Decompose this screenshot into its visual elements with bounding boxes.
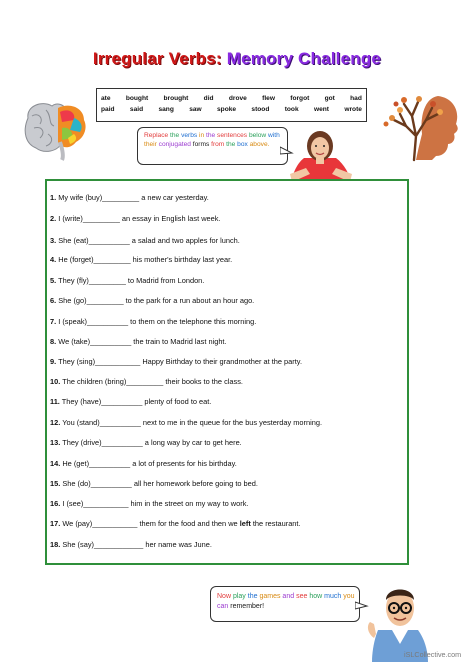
sentence-number: 6. [50, 296, 57, 305]
word: said [129, 106, 144, 113]
sentence-text: They (drive)__________ a long way by car to get here. [62, 438, 242, 447]
word-row-1 [101, 95, 362, 102]
closing-word: and [282, 593, 295, 600]
sentence-8 [50, 337, 227, 346]
closing-speech-bubble [210, 586, 360, 622]
sentence-bold-word: left [239, 519, 251, 528]
sentence-number: 18. [50, 540, 61, 549]
sentence-13 [50, 438, 242, 447]
sentence-text: My wife (buy)_________ a new car yesterday. [58, 193, 209, 202]
instruction-word: from [211, 140, 225, 148]
sentence-text: We (take)__________ the train to Madrid last night. [58, 337, 227, 346]
sentence-11 [50, 397, 211, 406]
sentence-3 [50, 236, 240, 245]
sentence-7 [50, 317, 256, 326]
sentence-number: 14. [50, 459, 61, 468]
sentence-number: 11. [50, 397, 60, 406]
sentence-number: 1. [50, 193, 57, 202]
sentence-number: 5. [50, 276, 57, 285]
instruction-word: forms [192, 140, 210, 148]
word: ate [101, 95, 111, 102]
head-tree-illustration [376, 90, 462, 162]
worksheet-title [0, 49, 474, 69]
instruction-word: conjugated [158, 140, 191, 148]
sentence-number: 7. [50, 317, 57, 326]
sentence-text: I (write)_________ an essay in English last week. [56, 214, 221, 223]
sentence-text: She (go)_________ to the park for a run about an hour ago. [58, 296, 255, 305]
closing-word: Now [217, 593, 232, 600]
sentence-17 [50, 519, 301, 528]
girl-illustration [286, 128, 356, 186]
word: forgot [290, 95, 310, 102]
instruction-word: above. [249, 140, 270, 148]
closing-word: the [247, 593, 258, 600]
sentence-number: 8. [50, 337, 57, 346]
instruction-word: verbs [181, 132, 198, 139]
instruction-word: the [170, 132, 180, 139]
sentence-text: I (see)___________ him in the street on my way to work. [62, 499, 249, 508]
instruction-word: their [144, 140, 157, 148]
sentence-number: 17. [50, 519, 61, 528]
sentence-14 [50, 459, 237, 468]
sentence-4 [50, 255, 232, 264]
instruction-word: sentences [217, 132, 248, 139]
sentence-text: He (get)__________ a lot of presents for his birthday. [62, 459, 237, 468]
brain-illustration [18, 98, 92, 162]
instruction-word: the [226, 140, 236, 148]
instruction-word: below [248, 132, 267, 139]
sentence-2 [50, 214, 221, 223]
sentence-9 [50, 357, 302, 366]
closing-word: play [232, 593, 246, 600]
sentence-text: She (say)____________ her name was June. [62, 540, 212, 549]
sentence-number: 15. [50, 479, 61, 488]
word: paid [101, 106, 115, 113]
instruction-word: Replace [144, 132, 169, 139]
closing-word: how [309, 593, 323, 600]
sentence-number: 13. [50, 438, 61, 447]
instruction-speech-bubble [137, 127, 288, 165]
closing-word: much [324, 593, 342, 600]
verb-word-box [96, 88, 367, 122]
sentence-text: They (have)__________ plenty of food to eat. [61, 397, 212, 406]
instruction-word: with [268, 132, 280, 139]
word: sang [158, 106, 174, 113]
word: drove [228, 95, 247, 102]
instruction-word: the [206, 132, 216, 139]
word: went [313, 106, 329, 113]
sentence-15 [50, 479, 258, 488]
sentence-number: 16. [50, 499, 61, 508]
sentence-16 [50, 499, 248, 508]
word: did [203, 95, 214, 102]
sentence-text: I (speak)__________ to them on the telephone this morning. [58, 317, 257, 326]
closing-word: remember! [230, 603, 265, 610]
instruction-text [144, 132, 284, 150]
sentence-text: We (pay)___________ them for the food and then we [62, 519, 240, 528]
sentence-number: 2. [50, 214, 57, 223]
closing-word: you [343, 593, 355, 600]
word: spoke [217, 106, 237, 113]
word: got [324, 95, 335, 102]
word: saw [189, 106, 202, 113]
sentence-number: 10. [50, 377, 61, 386]
word: bought [125, 95, 149, 102]
closing-word: can [217, 603, 229, 610]
sentence-text: She (eat)__________ a salad and two apples for lunch. [58, 236, 240, 245]
sentence-number: 4. [50, 255, 57, 264]
word: flew [262, 95, 275, 102]
sentence-number: 12. [50, 418, 61, 427]
sentence-text: You (stand)__________ next to me in the queue for the bus yesterday morning. [62, 418, 323, 427]
sentence-5 [50, 276, 204, 285]
sentence-text: He (forget)_________ his mother's birthday last year. [58, 255, 233, 264]
sentence-6 [50, 296, 254, 305]
sentence-text: They (fly)_________ to Madrid from London. [56, 276, 205, 285]
sentence-number: 3. [50, 236, 57, 245]
sentence-number: 9. [50, 357, 57, 366]
sentence-1 [50, 193, 209, 202]
footer-watermark: iSLCollective.com [404, 650, 462, 659]
word-row-2 [101, 106, 362, 113]
sentence-18 [50, 540, 212, 549]
word: wrote [344, 106, 362, 113]
title-part1: Irregular Verbs: [92, 49, 222, 68]
instruction-word: box [237, 140, 248, 148]
sentence-text-end: the restaurant. [250, 519, 301, 528]
word: had [350, 95, 362, 102]
sentence-10 [50, 377, 243, 386]
closing-word: games [259, 593, 281, 600]
sentence-text: She (do)__________ all her homework before going to bed. [62, 479, 258, 488]
word: took [284, 106, 299, 113]
word: stood [251, 106, 270, 113]
word: brought [163, 95, 189, 102]
closing-word: see [296, 593, 308, 600]
closing-text [217, 592, 355, 612]
instruction-word: in [199, 132, 205, 139]
sentence-text: They (sing)___________ Happy Birthday to their grandmother at the party. [58, 357, 302, 366]
title-part2: Memory Challenge [226, 49, 382, 68]
sentence-12 [50, 418, 322, 427]
sentence-text: The children (bring)_________ their books to the class. [62, 377, 243, 386]
